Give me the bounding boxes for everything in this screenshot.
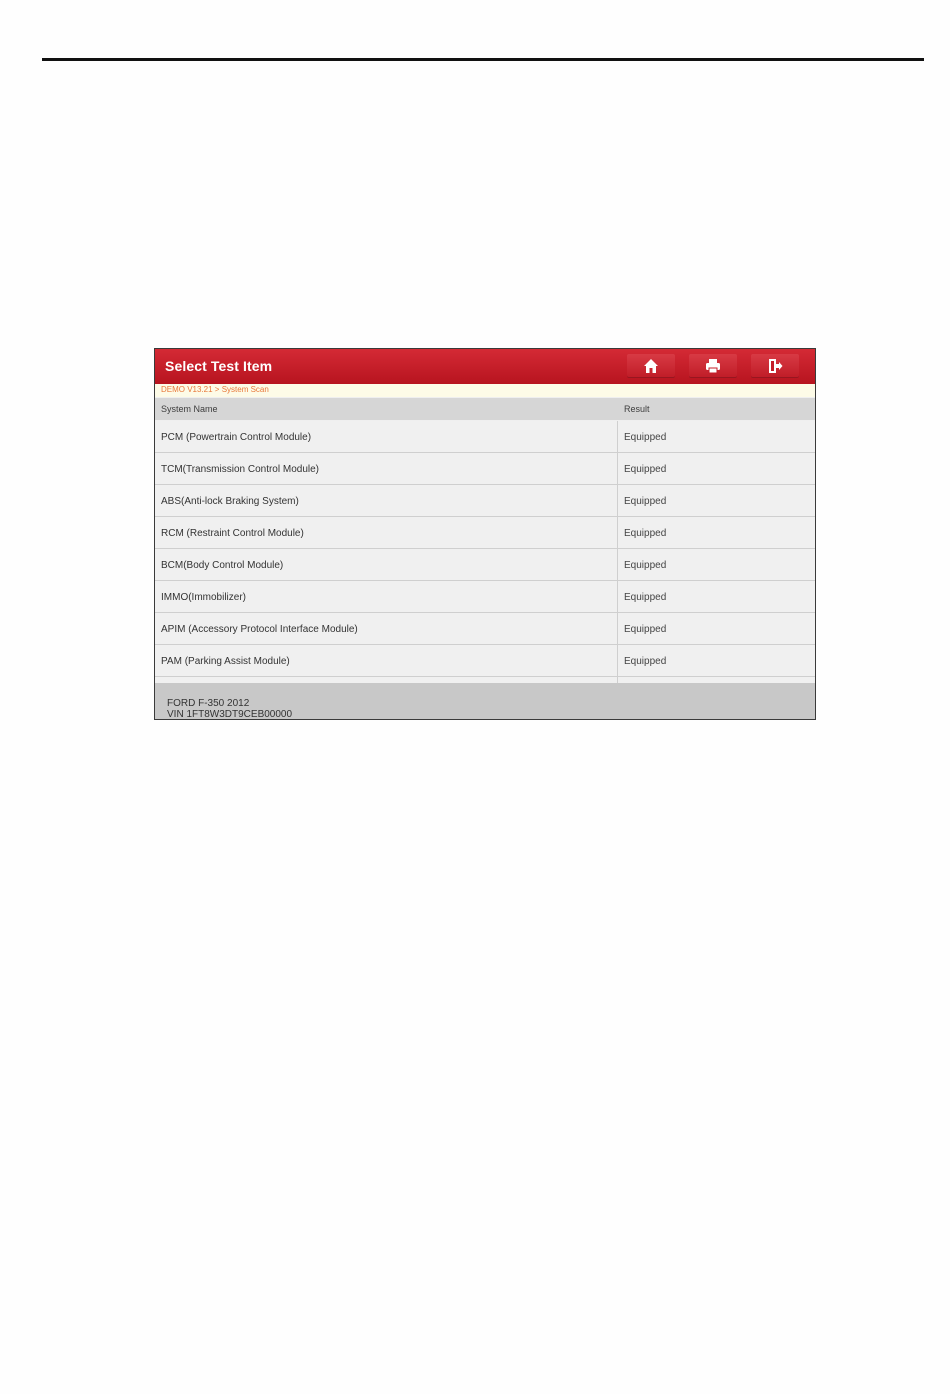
system-name-cell: PAM (Parking Assist Module) <box>161 656 290 667</box>
result-cell: Equipped <box>624 496 667 507</box>
table-row[interactable] <box>155 453 815 485</box>
column-divider <box>617 613 618 644</box>
page-title: Select Test Item <box>165 358 273 374</box>
print-button[interactable] <box>689 354 737 378</box>
page-top-rule <box>42 58 924 61</box>
column-divider <box>617 421 618 452</box>
table-row[interactable] <box>155 485 815 517</box>
system-list[interactable] <box>155 421 815 683</box>
table-row[interactable] <box>155 645 815 677</box>
result-cell: Equipped <box>624 432 667 443</box>
exit-button[interactable] <box>751 354 799 378</box>
table-row[interactable] <box>155 421 815 453</box>
breadcrumb: DEMO V13.21 > System Scan <box>161 385 269 394</box>
result-cell: Equipped <box>624 464 667 475</box>
system-name-cell: IMMO(Immobilizer) <box>161 592 246 603</box>
column-divider <box>617 549 618 580</box>
column-divider <box>617 485 618 516</box>
column-divider <box>617 581 618 612</box>
column-divider <box>617 645 618 676</box>
column-divider <box>617 517 618 548</box>
system-name-cell: RCM (Restraint Control Module) <box>161 528 304 539</box>
result-cell: Equipped <box>624 624 667 635</box>
table-header <box>155 398 815 420</box>
column-header-result: Result <box>624 404 650 414</box>
home-button[interactable] <box>627 354 675 378</box>
result-cell: Equipped <box>624 560 667 571</box>
system-name-cell: TCM(Transmission Control Module) <box>161 464 319 475</box>
vehicle-vin: VIN 1FT8W3DT9CEB00000 <box>167 709 293 720</box>
vehicle-model: FORD F-350 2012 <box>167 698 250 709</box>
table-row[interactable] <box>155 613 815 645</box>
breadcrumb-bar <box>155 384 815 397</box>
result-cell: Equipped <box>624 528 667 539</box>
result-cell: Equipped <box>624 656 667 667</box>
table-row[interactable] <box>155 517 815 549</box>
system-name-cell: ABS(Anti-lock Braking System) <box>161 496 299 507</box>
system-name-cell: PCM (Powertrain Control Module) <box>161 432 312 443</box>
result-cell: Equipped <box>624 592 667 603</box>
system-name-cell: APIM (Accessory Protocol Interface Module) <box>161 624 358 635</box>
title-bar <box>155 349 815 384</box>
printer-icon <box>704 357 722 375</box>
column-divider <box>617 453 618 484</box>
column-header-system-name: System Name <box>161 404 218 414</box>
table-row[interactable] <box>155 549 815 581</box>
vehicle-info-footer <box>155 683 815 719</box>
home-icon <box>642 357 660 375</box>
exit-icon <box>766 357 784 375</box>
table-row[interactable] <box>155 581 815 613</box>
diagnostic-screen <box>154 348 816 720</box>
system-name-cell: BCM(Body Control Module) <box>161 560 284 571</box>
